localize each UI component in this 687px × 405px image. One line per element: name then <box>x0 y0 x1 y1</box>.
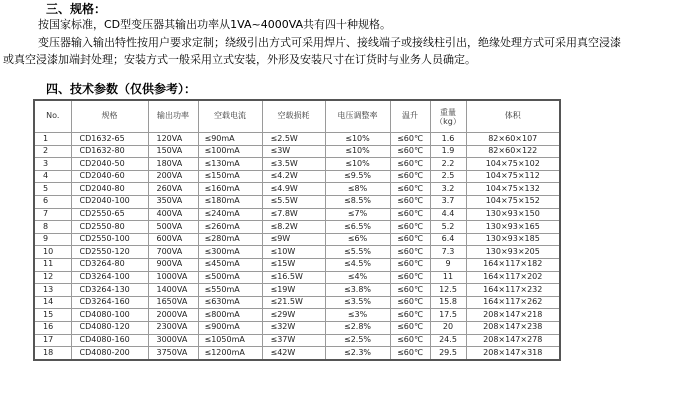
cell-no: 3 <box>34 158 71 171</box>
header-output-power: 输出功率 <box>148 100 198 133</box>
cell-output-power: 200VA <box>148 170 198 183</box>
cell-volume: 82×60×122 <box>466 145 560 158</box>
cell-output-power: 400VA <box>148 208 198 221</box>
cell-no: 1 <box>34 133 71 146</box>
cell-no: 12 <box>34 271 71 284</box>
table-row <box>34 195 560 208</box>
header-temp-rise: 温升 <box>390 100 430 133</box>
cell-voltage-regulation: ≤2.5% <box>325 334 390 347</box>
cell-voltage-regulation: ≤7% <box>325 208 390 221</box>
cell-weight: 3.2 <box>430 183 466 196</box>
cell-temp-rise: ≤60℃ <box>390 145 430 158</box>
cell-weight: 1.6 <box>430 133 466 146</box>
table-row <box>34 158 560 171</box>
cell-no-load-current: ≤630mA <box>198 296 262 309</box>
table-row <box>34 145 560 158</box>
cell-voltage-regulation: ≤10% <box>325 158 390 171</box>
cell-temp-rise: ≤60℃ <box>390 309 430 322</box>
table-row <box>34 284 560 297</box>
cell-no: 18 <box>34 347 71 360</box>
cell-voltage-regulation: ≤5.5% <box>325 246 390 259</box>
cell-temp-rise: ≤60℃ <box>390 195 430 208</box>
cell-weight: 4.4 <box>430 208 466 221</box>
cell-no: 9 <box>34 233 71 246</box>
section-3-title: 三、规格： <box>46 2 107 16</box>
cell-output-power: 150VA <box>148 145 198 158</box>
cell-weight: 12.5 <box>430 284 466 297</box>
cell-output-power: 2000VA <box>148 309 198 322</box>
cell-voltage-regulation: ≤10% <box>325 133 390 146</box>
table-row <box>34 271 560 284</box>
cell-weight: 24.5 <box>430 334 466 347</box>
cell-temp-rise: ≤60℃ <box>390 246 430 259</box>
spec-paragraph-1: 按国家标准，CD型变压器其输出功率从1VA~4000VA共有四十种规格。 <box>38 18 392 31</box>
cell-no: 13 <box>34 284 71 297</box>
table-row <box>34 208 560 221</box>
cell-no: 10 <box>34 246 71 259</box>
cell-volume: 104×75×112 <box>466 170 560 183</box>
cell-no: 8 <box>34 221 71 234</box>
cell-volume: 104×75×102 <box>466 158 560 171</box>
cell-output-power: 180VA <box>148 158 198 171</box>
cell-no-load-loss: ≤3W <box>262 145 325 158</box>
header-weight: 重量（kg） <box>430 100 466 133</box>
cell-model: CD2550-80 <box>71 221 148 234</box>
cell-volume: 164×117×202 <box>466 271 560 284</box>
cell-weight: 15.8 <box>430 296 466 309</box>
cell-output-power: 350VA <box>148 195 198 208</box>
cell-output-power: 120VA <box>148 133 198 146</box>
tech-params-table <box>33 99 561 361</box>
cell-volume: 104×75×152 <box>466 195 560 208</box>
cell-no: 2 <box>34 145 71 158</box>
cell-no-load-current: ≤800mA <box>198 309 262 322</box>
cell-model: CD4080-160 <box>71 334 148 347</box>
cell-no-load-current: ≤550mA <box>198 284 262 297</box>
cell-no-load-loss: ≤2.5W <box>262 133 325 146</box>
cell-no-load-loss: ≤37W <box>262 334 325 347</box>
header-voltage-regulation: 电压调整率 <box>325 100 390 133</box>
cell-output-power: 3750VA <box>148 347 198 360</box>
cell-volume: 208×147×218 <box>466 309 560 322</box>
cell-output-power: 1400VA <box>148 284 198 297</box>
cell-voltage-regulation: ≤8.5% <box>325 195 390 208</box>
cell-volume: 164×117×262 <box>466 296 560 309</box>
cell-no-load-current: ≤1200mA <box>198 347 262 360</box>
cell-volume: 104×75×132 <box>466 183 560 196</box>
cell-no: 14 <box>34 296 71 309</box>
cell-no-load-current: ≤900mA <box>198 321 262 334</box>
cell-temp-rise: ≤60℃ <box>390 170 430 183</box>
table-row <box>34 183 560 196</box>
cell-temp-rise: ≤60℃ <box>390 233 430 246</box>
cell-no-load-loss: ≤42W <box>262 347 325 360</box>
cell-volume: 164×117×182 <box>466 258 560 271</box>
cell-model: CD3264-160 <box>71 296 148 309</box>
cell-no-load-current: ≤300mA <box>198 246 262 259</box>
cell-no-load-loss: ≤4.2W <box>262 170 325 183</box>
cell-voltage-regulation: ≤4.5% <box>325 258 390 271</box>
cell-no-load-current: ≤450mA <box>198 258 262 271</box>
cell-temp-rise: ≤60℃ <box>390 208 430 221</box>
table-row <box>34 334 560 347</box>
table-row <box>34 246 560 259</box>
cell-no-load-current: ≤280mA <box>198 233 262 246</box>
cell-weight: 11 <box>430 271 466 284</box>
cell-no-load-loss: ≤29W <box>262 309 325 322</box>
cell-voltage-regulation: ≤3.5% <box>325 296 390 309</box>
cell-no-load-loss: ≤16.5W <box>262 271 325 284</box>
cell-no-load-current: ≤260mA <box>198 221 262 234</box>
cell-no-load-loss: ≤9W <box>262 233 325 246</box>
cell-no-load-loss: ≤7.8W <box>262 208 325 221</box>
header-no-load-current: 空载电流 <box>198 100 262 133</box>
cell-weight: 2.2 <box>430 158 466 171</box>
cell-model: CD2040-60 <box>71 170 148 183</box>
cell-no: 16 <box>34 321 71 334</box>
cell-no-load-current: ≤150mA <box>198 170 262 183</box>
cell-no: 5 <box>34 183 71 196</box>
cell-no: 17 <box>34 334 71 347</box>
cell-model: CD2550-100 <box>71 233 148 246</box>
table-row <box>34 296 560 309</box>
cell-no-load-loss: ≤3.5W <box>262 158 325 171</box>
cell-no-load-loss: ≤5.5W <box>262 195 325 208</box>
cell-no-load-current: ≤90mA <box>198 133 262 146</box>
cell-no-load-current: ≤500mA <box>198 271 262 284</box>
cell-model: CD4080-200 <box>71 347 148 360</box>
cell-output-power: 3000VA <box>148 334 198 347</box>
cell-model: CD2550-65 <box>71 208 148 221</box>
cell-no: 15 <box>34 309 71 322</box>
cell-output-power: 700VA <box>148 246 198 259</box>
cell-no: 4 <box>34 170 71 183</box>
header-no-load-loss: 空载损耗 <box>262 100 325 133</box>
cell-model: CD2040-50 <box>71 158 148 171</box>
cell-no-load-current: ≤240mA <box>198 208 262 221</box>
cell-output-power: 260VA <box>148 183 198 196</box>
cell-output-power: 2300VA <box>148 321 198 334</box>
cell-no: 11 <box>34 258 71 271</box>
cell-temp-rise: ≤60℃ <box>390 183 430 196</box>
cell-no-load-current: ≤160mA <box>198 183 262 196</box>
cell-voltage-regulation: ≤2.3% <box>325 347 390 360</box>
cell-volume: 82×60×107 <box>466 133 560 146</box>
cell-weight: 20 <box>430 321 466 334</box>
cell-no-load-current: ≤130mA <box>198 158 262 171</box>
cell-output-power: 1000VA <box>148 271 198 284</box>
cell-weight: 9 <box>430 258 466 271</box>
cell-weight: 3.7 <box>430 195 466 208</box>
cell-model: CD1632-80 <box>71 145 148 158</box>
cell-voltage-regulation: ≤3.8% <box>325 284 390 297</box>
cell-no: 7 <box>34 208 71 221</box>
table-header-row <box>34 100 560 133</box>
spec-paragraph-3: 或真空浸漆加端封处理；安装方式一般采用立式安装，外形及安装尺寸在订货时与业务人员确定。 <box>3 53 476 66</box>
table-body <box>34 133 560 360</box>
cell-no-load-loss: ≤4.9W <box>262 183 325 196</box>
header-model: 规格 <box>71 100 148 133</box>
cell-voltage-regulation: ≤2.8% <box>325 321 390 334</box>
cell-no-load-loss: ≤21.5W <box>262 296 325 309</box>
cell-model: CD3264-80 <box>71 258 148 271</box>
cell-no: 6 <box>34 195 71 208</box>
cell-temp-rise: ≤60℃ <box>390 158 430 171</box>
table-row <box>34 133 560 146</box>
table-row <box>34 221 560 234</box>
cell-volume: 130×93×205 <box>466 246 560 259</box>
cell-temp-rise: ≤60℃ <box>390 133 430 146</box>
cell-no-load-loss: ≤8.2W <box>262 221 325 234</box>
table-row <box>34 233 560 246</box>
cell-voltage-regulation: ≤10% <box>325 145 390 158</box>
cell-no-load-current: ≤100mA <box>198 145 262 158</box>
cell-no-load-loss: ≤15W <box>262 258 325 271</box>
cell-temp-rise: ≤60℃ <box>390 334 430 347</box>
cell-volume: 130×93×150 <box>466 208 560 221</box>
cell-temp-rise: ≤60℃ <box>390 296 430 309</box>
cell-voltage-regulation: ≤8% <box>325 183 390 196</box>
cell-volume: 130×93×165 <box>466 221 560 234</box>
cell-volume: 130×93×185 <box>466 233 560 246</box>
cell-no-load-loss: ≤19W <box>262 284 325 297</box>
cell-output-power: 500VA <box>148 221 198 234</box>
header-no: No. <box>34 100 71 133</box>
cell-model: CD1632-65 <box>71 133 148 146</box>
cell-no-load-current: ≤1050mA <box>198 334 262 347</box>
cell-weight: 1.9 <box>430 145 466 158</box>
section-4-title: 四、技术参数（仅供参考）： <box>46 82 197 96</box>
cell-weight: 6.4 <box>430 233 466 246</box>
cell-voltage-regulation: ≤4% <box>325 271 390 284</box>
cell-temp-rise: ≤60℃ <box>390 271 430 284</box>
cell-no-load-current: ≤180mA <box>198 195 262 208</box>
cell-volume: 208×147×318 <box>466 347 560 360</box>
cell-weight: 5.2 <box>430 221 466 234</box>
cell-volume: 208×147×238 <box>466 321 560 334</box>
cell-output-power: 1650VA <box>148 296 198 309</box>
cell-model: CD3264-100 <box>71 271 148 284</box>
cell-model: CD2040-100 <box>71 195 148 208</box>
table-row <box>34 258 560 271</box>
cell-output-power: 900VA <box>148 258 198 271</box>
cell-temp-rise: ≤60℃ <box>390 321 430 334</box>
cell-model: CD3264-130 <box>71 284 148 297</box>
cell-voltage-regulation: ≤3% <box>325 309 390 322</box>
table-row <box>34 347 560 360</box>
cell-model: CD4080-120 <box>71 321 148 334</box>
spec-paragraph-2: 变压器输入输出特性按用户要求定制；绕级引出方式可采用焊片、接线端子或接线柱引出，绝缘处理方式可采用真空浸漆 <box>38 36 621 49</box>
cell-no-load-loss: ≤32W <box>262 321 325 334</box>
cell-temp-rise: ≤60℃ <box>390 284 430 297</box>
table-row <box>34 321 560 334</box>
cell-temp-rise: ≤60℃ <box>390 221 430 234</box>
cell-voltage-regulation: ≤6.5% <box>325 221 390 234</box>
cell-weight: 7.3 <box>430 246 466 259</box>
cell-weight: 29.5 <box>430 347 466 360</box>
header-volume: 体积 <box>466 100 560 133</box>
cell-voltage-regulation: ≤9.5% <box>325 170 390 183</box>
cell-volume: 208×147×278 <box>466 334 560 347</box>
cell-model: CD2550-120 <box>71 246 148 259</box>
cell-temp-rise: ≤60℃ <box>390 258 430 271</box>
cell-temp-rise: ≤60℃ <box>390 347 430 360</box>
table-row <box>34 309 560 322</box>
cell-model: CD4080-100 <box>71 309 148 322</box>
cell-no-load-loss: ≤10W <box>262 246 325 259</box>
table-row <box>34 170 560 183</box>
cell-voltage-regulation: ≤6% <box>325 233 390 246</box>
cell-output-power: 600VA <box>148 233 198 246</box>
cell-weight: 17.5 <box>430 309 466 322</box>
cell-model: CD2040-80 <box>71 183 148 196</box>
cell-volume: 164×117×232 <box>466 284 560 297</box>
cell-weight: 2.5 <box>430 170 466 183</box>
